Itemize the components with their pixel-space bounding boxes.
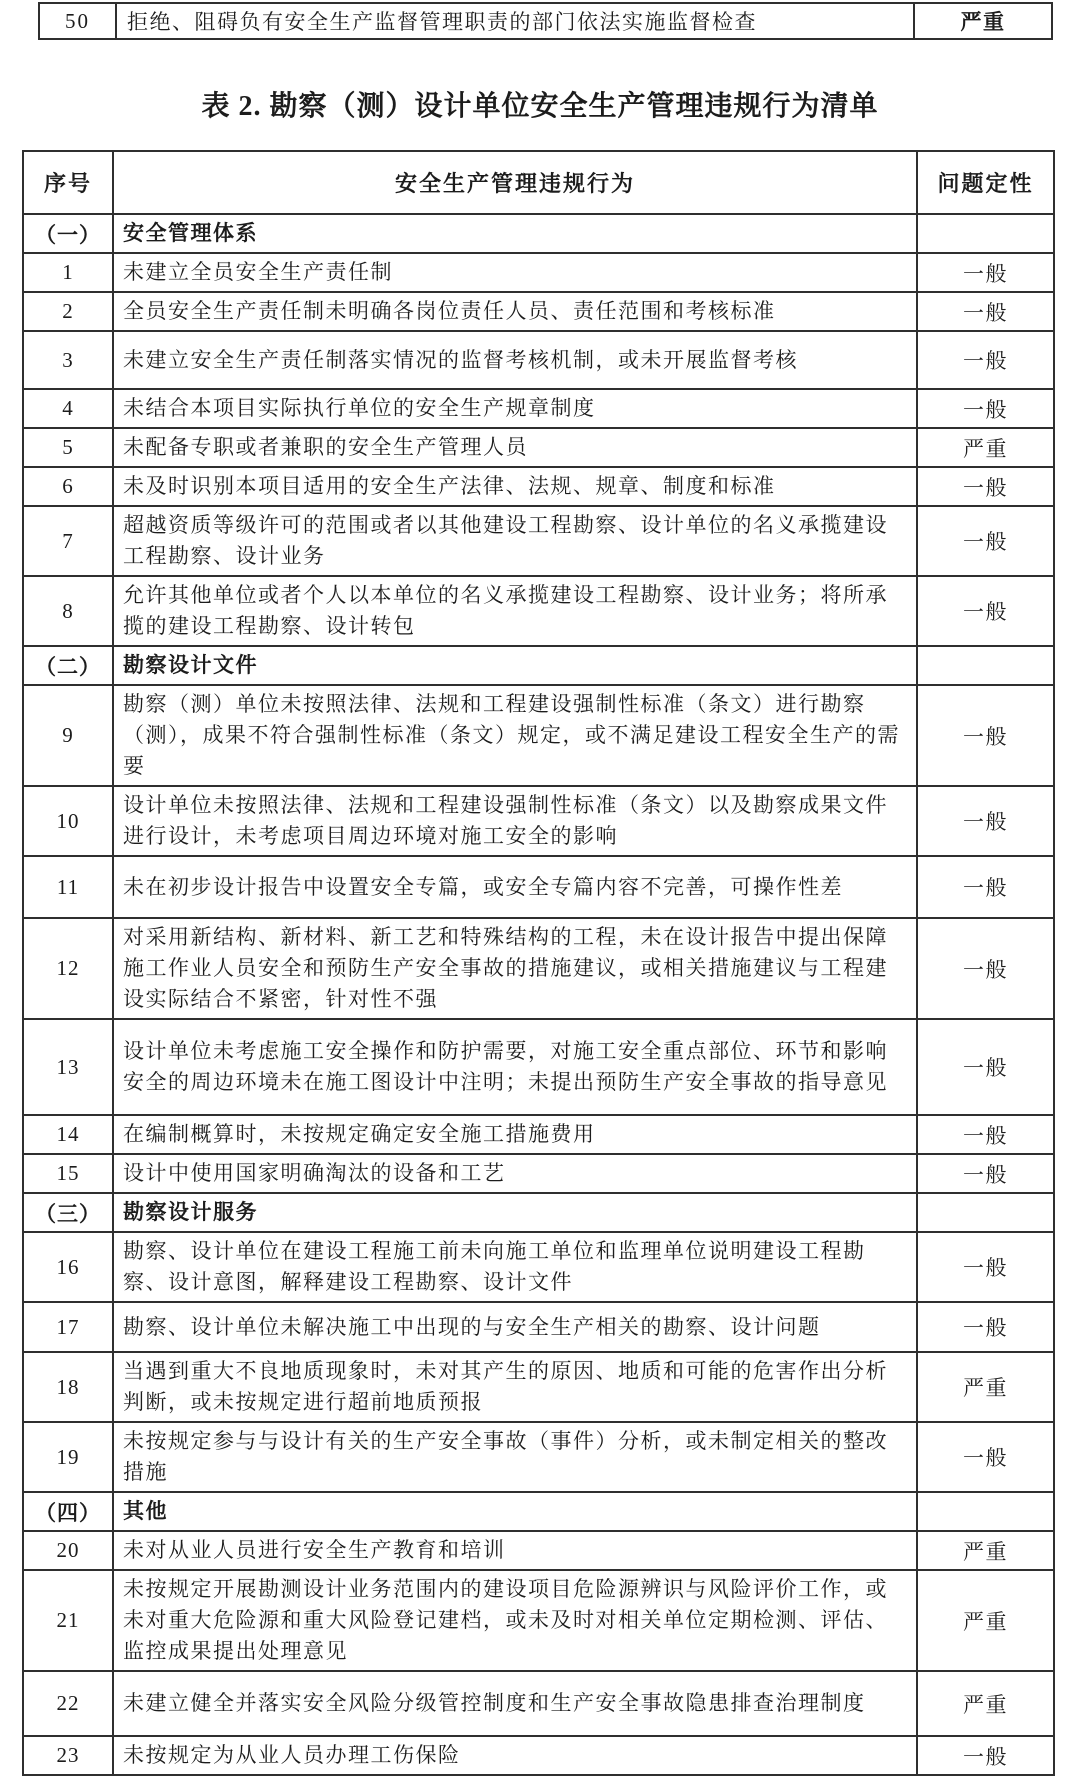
violation-text: 对采用新结构、新材料、新工艺和特殊结构的工程，未在设计报告中提出保障施工作业人员安全和预防生产安全事故的措施建议，或相关措施建议与工程建设实际结合不紧密，针对性不强 (113, 918, 917, 1019)
row-number: 10 (23, 786, 113, 856)
violations-table-body (23, 214, 1054, 1775)
violation-text: 全员安全生产责任制未明确各岗位责任人员、责任范围和考核标准 (113, 292, 917, 331)
row-number: 8 (23, 576, 113, 646)
severity-value: 一般 (917, 1154, 1054, 1193)
violation-text: 设计中使用国家明确淘汰的设备和工艺 (113, 1154, 917, 1193)
table-row (23, 1736, 1054, 1775)
violation-text: 超越资质等级许可的范围或者以其他建设工程勘察、设计单位的名义承揽建设工程勘察、设计业务 (113, 506, 917, 576)
severity-value: 严重 (917, 1671, 1054, 1736)
row-number: 6 (23, 467, 113, 506)
violation-text: 未对从业人员进行安全生产教育和培训 (113, 1531, 917, 1570)
row-number: 23 (23, 1736, 113, 1775)
violation-text: 勘察、设计单位未解决施工中出现的与安全生产相关的勘察、设计问题 (113, 1302, 917, 1352)
table-title: 表 2. 勘察（测）设计单位安全生产管理违规行为清单 (201, 91, 879, 122)
violation-text: 未按规定为从业人员办理工伤保险 (113, 1736, 917, 1775)
table-row (23, 1570, 1054, 1671)
severity-value: 一般 (917, 1019, 1054, 1115)
section-title: 其他 (113, 1492, 917, 1531)
violation-text: 当遇到重大不良地质现象时，未对其产生的原因、地质和可能的危害作出分析判断，或未按规定进行超前地质预报 (113, 1352, 917, 1422)
severity-value: 一般 (917, 918, 1054, 1019)
table-row (23, 685, 1054, 786)
table-row (23, 1154, 1054, 1193)
violation-text: 未建立全员安全生产责任制 (113, 253, 917, 292)
severity-value: 一般 (917, 685, 1054, 786)
row-number: 11 (23, 856, 113, 918)
header-row (23, 151, 1054, 214)
severity-value: 一般 (917, 292, 1054, 331)
row-number: 16 (23, 1232, 113, 1302)
section-title: 安全管理体系 (113, 214, 917, 253)
row-number: 15 (23, 1154, 113, 1193)
section-number: （三） (23, 1193, 113, 1232)
violation-text: 设计单位未考虑施工安全操作和防护需要，对施工安全重点部位、环节和影响安全的周边环境未在施工图设计中注明；未提出预防生产安全事故的指导意见 (113, 1019, 917, 1115)
row-number: 19 (23, 1422, 113, 1492)
severity-value: 严重 (917, 1570, 1054, 1671)
section-title: 勘察设计服务 (113, 1193, 917, 1232)
table-row (23, 576, 1054, 646)
table-row (23, 467, 1054, 506)
violation-text: 未建立健全并落实安全风险分级管控制度和生产安全事故隐患排查治理制度 (113, 1671, 917, 1736)
severity-value: 一般 (917, 253, 1054, 292)
section-title: 勘察设计文件 (113, 646, 917, 685)
row-number: 9 (23, 685, 113, 786)
severity-value: 严重 (914, 3, 1052, 39)
violation-text: 在编制概算时，未按规定确定安全施工措施费用 (113, 1115, 917, 1154)
column-header-severity: 问题定性 (917, 151, 1054, 214)
violation-text: 拒绝、阻碍负有安全生产监督管理职责的部门依法实施监督检查 (116, 3, 914, 39)
severity-value (917, 646, 1054, 685)
severity-value: 一般 (917, 1736, 1054, 1775)
table-row (23, 786, 1054, 856)
column-header-violation: 安全生产管理违规行为 (113, 151, 917, 214)
table-row (39, 3, 1052, 39)
severity-value: 严重 (917, 1352, 1054, 1422)
violation-text: 勘察（测）单位未按照法律、法规和工程建设强制性标准（条文）进行勘察（测），成果不符合强制性标准（条文）规定，或不满足建设工程安全生产的需要 (113, 685, 917, 786)
row-number: 18 (23, 1352, 113, 1422)
severity-value: 一般 (917, 389, 1054, 428)
severity-value: 一般 (917, 576, 1054, 646)
severity-value (917, 1492, 1054, 1531)
table-row (23, 1232, 1054, 1302)
severity-value: 一般 (917, 1115, 1054, 1154)
row-number: 1 (23, 253, 113, 292)
violation-text: 未配备专职或者兼职的安全生产管理人员 (113, 428, 917, 467)
table-row (23, 292, 1054, 331)
severity-value: 严重 (917, 428, 1054, 467)
table-row (23, 506, 1054, 576)
table-row (23, 253, 1054, 292)
severity-value: 一般 (917, 331, 1054, 389)
violation-text: 允许其他单位或者个人以本单位的名义承揽建设工程勘察、设计业务；将所承揽的建设工程勘察、设计转包 (113, 576, 917, 646)
severity-value: 一般 (917, 786, 1054, 856)
table-row (23, 1352, 1054, 1422)
violation-text: 未及时识别本项目适用的安全生产法律、法规、规章、制度和标准 (113, 467, 917, 506)
row-number: 20 (23, 1531, 113, 1570)
severity-value: 一般 (917, 506, 1054, 576)
table-row (23, 1019, 1054, 1115)
row-number: 4 (23, 389, 113, 428)
section-row (23, 1492, 1054, 1531)
violation-text: 未按规定开展勘测设计业务范围内的建设项目危险源辨识与风险评价工作，或未对重大危险源和重大风险登记建档，或未及时对相关单位定期检测、评估、监控成果提出处理意见 (113, 1570, 917, 1671)
severity-value: 一般 (917, 856, 1054, 918)
violation-text: 未建立安全生产责任制落实情况的监督考核机制，或未开展监督考核 (113, 331, 917, 389)
violations-table (22, 150, 1055, 1776)
table-row (23, 389, 1054, 428)
severity-value: 一般 (917, 1232, 1054, 1302)
section-row (23, 214, 1054, 253)
table-row (23, 918, 1054, 1019)
row-number: 3 (23, 331, 113, 389)
violation-text: 设计单位未按照法律、法规和工程建设强制性标准（条文）以及勘察成果文件进行设计，未考虑项目周边环境对施工安全的影响 (113, 786, 917, 856)
table-row (23, 1671, 1054, 1736)
severity-value: 严重 (917, 1531, 1054, 1570)
row-number: 50 (39, 3, 116, 39)
severity-value: 一般 (917, 1302, 1054, 1352)
violation-text: 未在初步设计报告中设置安全专篇，或安全专篇内容不完善，可操作性差 (113, 856, 917, 918)
section-number: （一） (23, 214, 113, 253)
row-number: 13 (23, 1019, 113, 1115)
row-number: 14 (23, 1115, 113, 1154)
section-row (23, 646, 1054, 685)
previous-table-fragment (38, 2, 1053, 40)
row-number: 7 (23, 506, 113, 576)
row-number: 5 (23, 428, 113, 467)
severity-value: 一般 (917, 467, 1054, 506)
severity-value: 一般 (917, 1422, 1054, 1492)
table-row (23, 1115, 1054, 1154)
table-row (23, 428, 1054, 467)
row-number: 21 (23, 1570, 113, 1671)
column-header-number: 序号 (23, 151, 113, 214)
violation-text: 勘察、设计单位在建设工程施工前未向施工单位和监理单位说明建设工程勘察、设计意图，解释建设工程勘察、设计文件 (113, 1232, 917, 1302)
table-row (23, 1422, 1054, 1492)
table-row (23, 1531, 1054, 1570)
severity-value (917, 214, 1054, 253)
section-number: （二） (23, 646, 113, 685)
violation-text: 未结合本项目实际执行单位的安全生产规章制度 (113, 389, 917, 428)
row-number: 22 (23, 1671, 113, 1736)
table-row (23, 1302, 1054, 1352)
row-number: 17 (23, 1302, 113, 1352)
table-row (23, 331, 1054, 389)
violation-text: 未按规定参与与设计有关的生产安全事故（事件）分析，或未制定相关的整改措施 (113, 1422, 917, 1492)
row-number: 12 (23, 918, 113, 1019)
section-row (23, 1193, 1054, 1232)
section-number: （四） (23, 1492, 113, 1531)
row-number: 2 (23, 292, 113, 331)
table-row (23, 856, 1054, 918)
severity-value (917, 1193, 1054, 1232)
